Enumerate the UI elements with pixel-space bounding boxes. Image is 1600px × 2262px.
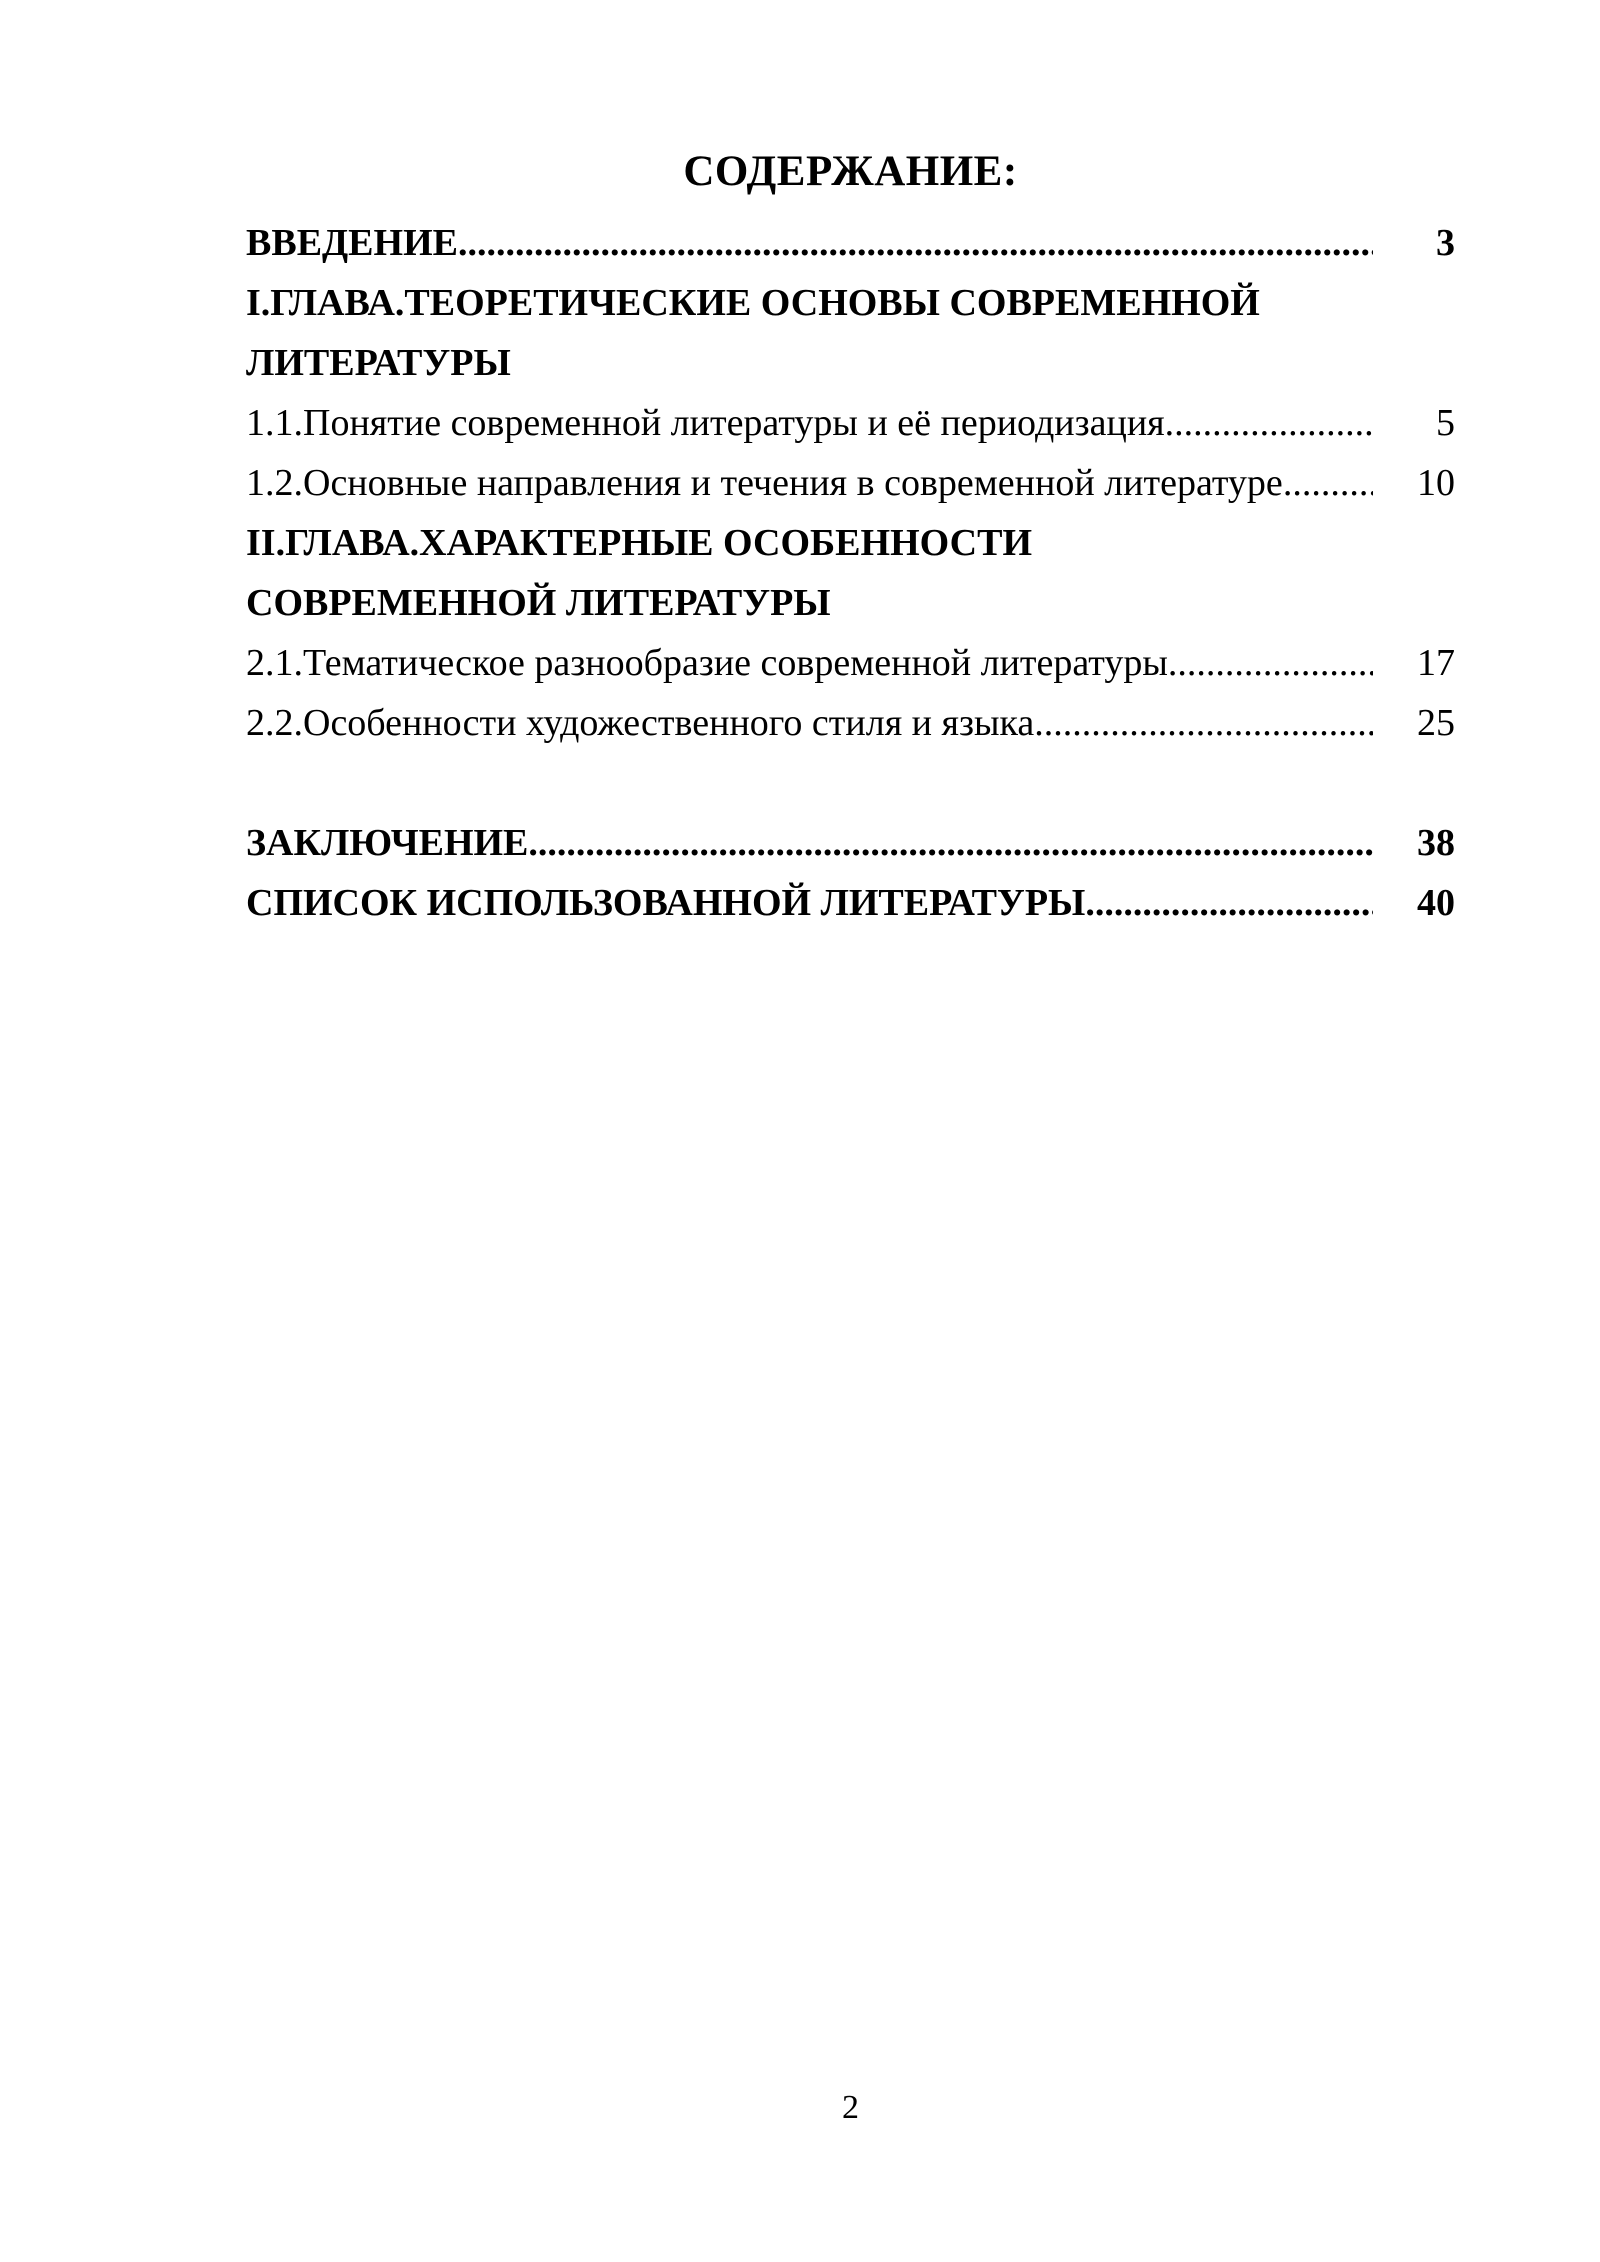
toc-spacer bbox=[246, 753, 1455, 813]
toc-entry-title: I.ГЛАВА.ТЕОРЕТИЧЕСКИЕ ОСНОВЫ СОВРЕМЕННОЙ bbox=[246, 282, 1260, 324]
page-content bbox=[246, 150, 1455, 933]
toc-page-number: 10 bbox=[1417, 462, 1455, 504]
toc-entry bbox=[246, 213, 1455, 273]
toc-page-number: 38 bbox=[1417, 822, 1455, 864]
toc-page-number: 5 bbox=[1436, 402, 1455, 444]
toc-entry bbox=[246, 513, 1455, 573]
toc-entry-title: 1.2.Основные направления и течения в современной литературе bbox=[246, 462, 1283, 504]
toc-entry bbox=[246, 273, 1455, 333]
toc-entry bbox=[246, 393, 1455, 453]
dot-leader bbox=[1283, 453, 1373, 513]
page-footer bbox=[246, 2088, 1455, 2128]
toc-entry-title: ЗАКЛЮЧЕНИЕ bbox=[246, 822, 529, 864]
toc-entry-title: 1.1.Понятие современной литературы и её периодизация bbox=[246, 402, 1165, 444]
toc-entry-title: СОВРЕМЕННОЙ ЛИТЕРАТУРЫ bbox=[246, 582, 831, 624]
page-title: СОДЕРЖАНИЕ: bbox=[683, 148, 1018, 195]
toc-entry bbox=[246, 813, 1455, 873]
dot-leader bbox=[1085, 873, 1373, 933]
dot-leader bbox=[1034, 693, 1373, 753]
dot-leader bbox=[528, 813, 1373, 873]
toc-entry bbox=[246, 453, 1455, 513]
table-of-contents bbox=[246, 213, 1455, 933]
footer-page-number: 2 bbox=[842, 2089, 859, 2126]
toc-page-number: 3 bbox=[1436, 222, 1455, 264]
toc-entry-title: II.ГЛАВА.ХАРАКТЕРНЫЕ ОСОБЕННОСТИ bbox=[246, 522, 1032, 564]
toc-entry bbox=[246, 693, 1455, 753]
toc-entry-title: ЛИТЕРАТУРЫ bbox=[246, 342, 511, 384]
dot-leader bbox=[1165, 393, 1373, 453]
dot-leader bbox=[1168, 633, 1373, 693]
toc-entry bbox=[246, 573, 1455, 633]
toc-entry bbox=[246, 633, 1455, 693]
toc-entry-title: СПИСОК ИСПОЛЬЗОВАННОЙ ЛИТЕРАТУРЫ bbox=[246, 882, 1086, 924]
toc-page-number: 25 bbox=[1417, 702, 1455, 744]
dot-leader bbox=[458, 213, 1373, 273]
toc-page-number: 17 bbox=[1417, 642, 1455, 684]
toc-entry-title: 2.1.Тематическое разнообразие современной литературы bbox=[246, 642, 1168, 684]
toc-entry bbox=[246, 873, 1455, 933]
toc-entry-title: 2.2.Особенности художественного стиля и языка bbox=[246, 702, 1035, 744]
toc-entry-title: ВВЕДЕНИЕ bbox=[246, 222, 458, 264]
toc-page-number: 40 bbox=[1417, 882, 1455, 924]
toc-entry bbox=[246, 333, 1455, 393]
